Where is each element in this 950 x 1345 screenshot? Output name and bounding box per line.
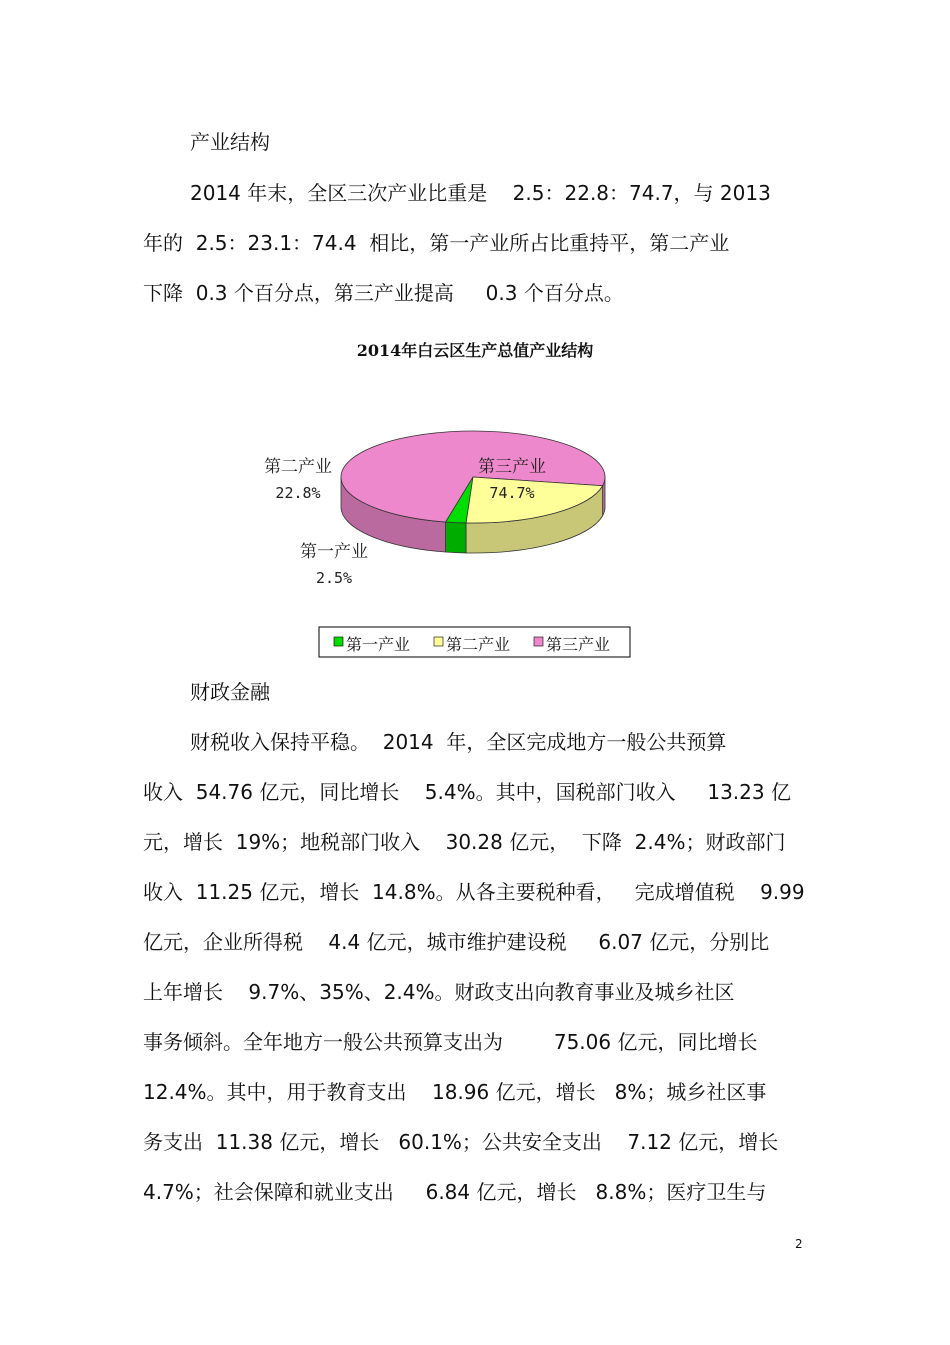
paragraph-line: 4.7%；社会保障和就业支出 6.84 亿元，增长 8.8%；医疗卫生与 <box>143 1180 767 1204</box>
paragraph-line: 务支出 11.38 亿元，增长 60.1%；公共安全支出 7.12 亿元，增长 <box>143 1130 779 1154</box>
paragraph-line: 收入 54.76 亿元，同比增长 5.4%。其中，国税部门收入 13.23 亿 <box>143 780 791 804</box>
paragraph-line: 上年增长 9.7%、35%、2.4%。财政支出向教育事业及城乡社区 <box>143 980 735 1004</box>
paragraph-line: 收入 11.25 亿元，增长 14.8%。从各主要税种看， 完成增值税 9.99 <box>143 880 805 904</box>
paragraph-line: 年的 2.5：23.1：74.4 相比，第一产业所占比重持平，第二产业 <box>143 231 730 255</box>
paragraph-line: 亿元，企业所得税 4.4 亿元，城市维护建设税 6.07 亿元，分别比 <box>143 930 770 954</box>
paragraph-line: 元，增长 19%；地税部门收入 30.28 亿元， 下降 2.4%；财政部门 <box>143 830 786 854</box>
legend-swatch-secondary <box>434 637 443 646</box>
pie-chart <box>0 400 950 740</box>
label-secondary-name: 第二产业 <box>264 457 332 477</box>
label-tertiary-name: 第三产业 <box>478 457 546 477</box>
section-heading-finance: 财政金融 <box>190 680 270 704</box>
label-primary-value: 2.5% <box>315 569 353 587</box>
paragraph-line: 12.4%。其中，用于教育支出 18.96 亿元，增长 8%；城乡社区事 <box>143 1080 767 1104</box>
section-heading-industry: 产业结构 <box>190 130 270 154</box>
legend-swatch-primary <box>334 637 343 646</box>
legend-label-secondary: 第二产业 <box>446 635 511 654</box>
paragraph-line: 下降 0.3 个百分点，第三产业提高 0.3 个百分点。 <box>143 281 624 305</box>
pie-side-primary <box>446 522 467 553</box>
paragraph-line: 2014 年末，全区三次产业比重是 2.5：22.8：74.7，与 2013 <box>190 181 771 205</box>
label-secondary-value: 22.8% <box>275 484 321 502</box>
legend-swatch-tertiary <box>534 637 543 646</box>
legend-label-tertiary: 第三产业 <box>546 635 611 654</box>
paragraph-line: 事务倾斜。全年地方一般公共预算支出为 75.06 亿元，同比增长 <box>143 1030 758 1054</box>
paragraph-line: 财税收入保持平稳。 2014 年，全区完成地方一般公共预算 <box>190 730 727 754</box>
chart-title: 2014年白云区生产总值产业结构 <box>356 341 594 360</box>
label-primary-name: 第一产业 <box>300 542 368 562</box>
legend-label-primary: 第一产业 <box>346 635 411 654</box>
label-tertiary-value: 74.7% <box>489 484 535 502</box>
page-number: 2 <box>795 1237 803 1251</box>
